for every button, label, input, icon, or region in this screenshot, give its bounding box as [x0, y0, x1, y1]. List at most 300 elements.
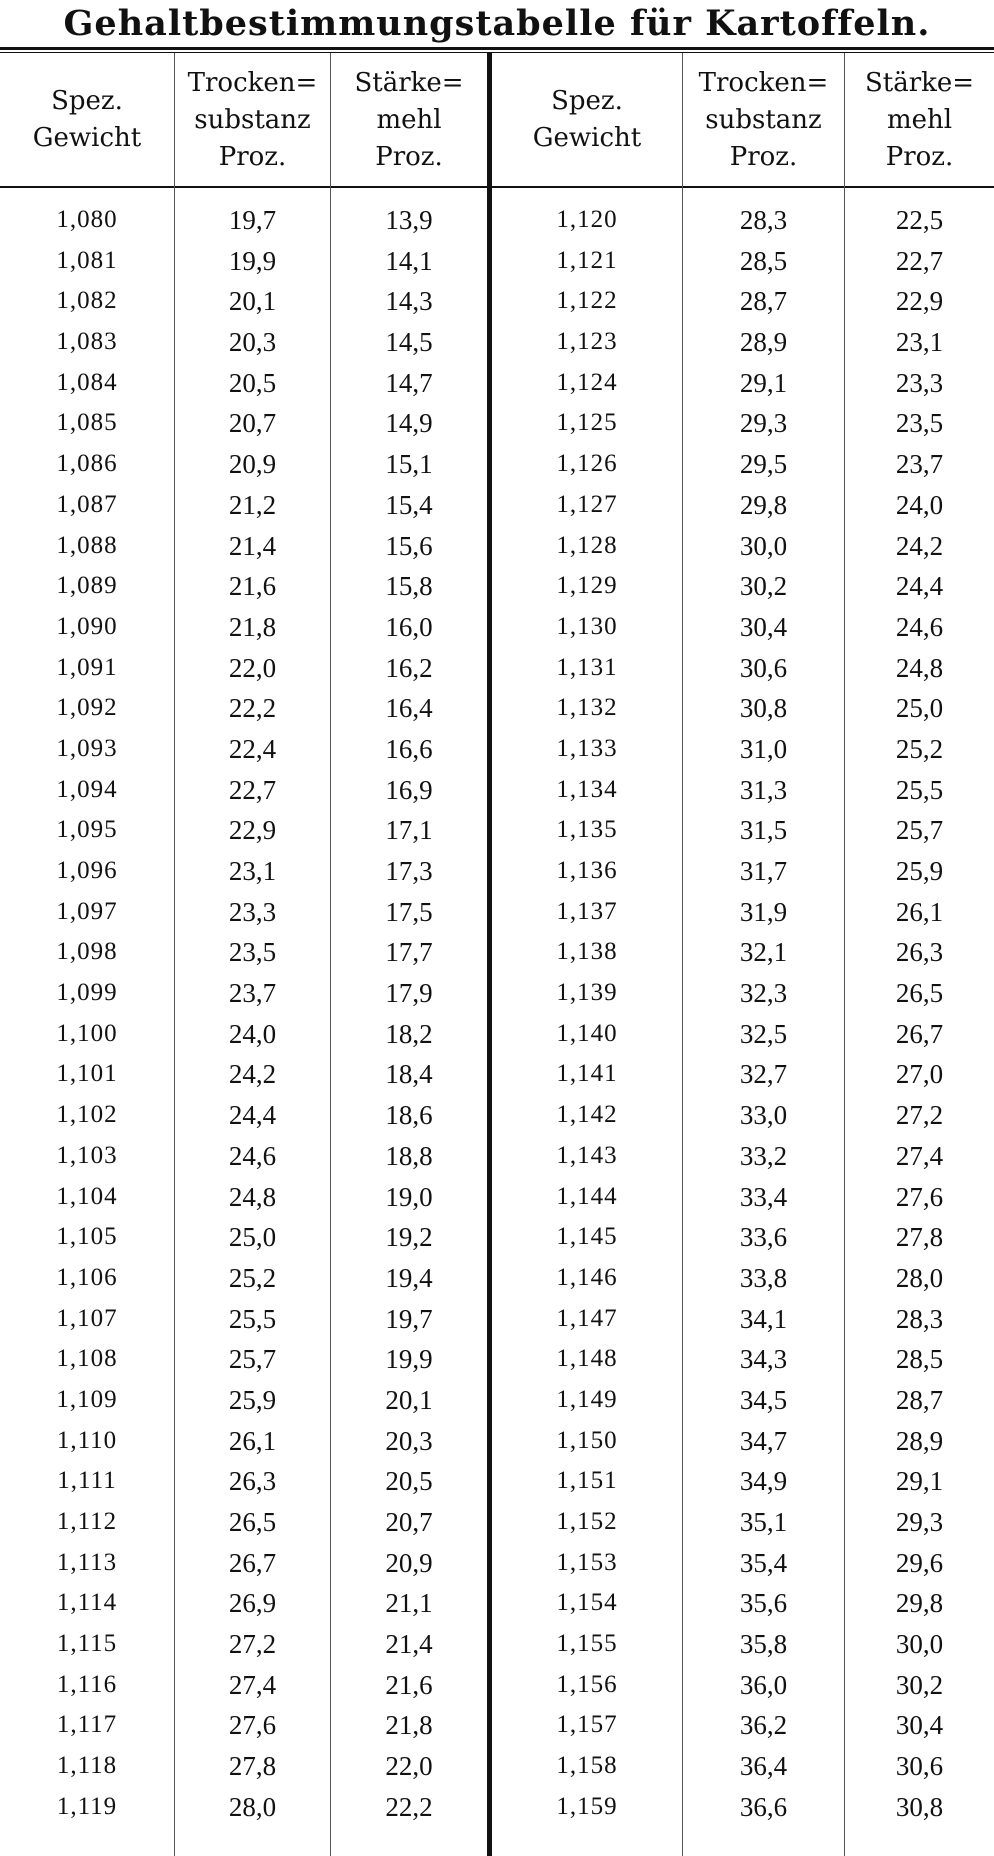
starch-cell: 22,7: [895, 245, 944, 276]
dry-matter-cell: 30,2: [739, 571, 788, 602]
table-row: [0, 1339, 994, 1380]
starch-cell: 16,9: [385, 774, 433, 805]
starch-cell: 25,9: [895, 856, 944, 886]
specific-gravity-cell: 1,147: [556, 1304, 618, 1332]
table-row: [0, 973, 994, 1014]
starch-cell: 29,8: [895, 1588, 944, 1619]
specific-gravity-cell: 1,083: [56, 328, 118, 356]
table-row: [0, 1136, 994, 1177]
starch-cell: 18,8: [385, 1140, 433, 1171]
dry-matter-cell: 19,7: [228, 205, 277, 235]
starch-cell: 19,0: [385, 1181, 433, 1212]
starch-cell: 30,8: [895, 1791, 944, 1822]
starch-cell: 26,5: [895, 978, 944, 1009]
table-row: [0, 1380, 994, 1421]
dry-matter-cell: 36,6: [739, 1791, 788, 1822]
dry-matter-cell: 32,5: [739, 1018, 788, 1049]
starch-cell: 17,3: [385, 856, 433, 886]
specific-gravity-cell: 1,099: [56, 979, 118, 1007]
starch-cell: 20,9: [385, 1547, 433, 1578]
starch-cell: 19,4: [385, 1262, 433, 1293]
specific-gravity-cell: 1,095: [56, 816, 118, 844]
specific-gravity-cell: 1,116: [56, 1670, 118, 1698]
specific-gravity-cell: 1,082: [56, 287, 118, 315]
table-row: [0, 648, 994, 689]
dry-matter-cell: 31,9: [739, 896, 788, 927]
specific-gravity-cell: 1,088: [56, 531, 118, 559]
table-row: [0, 729, 994, 770]
table-row: [0, 688, 994, 729]
table-row: [0, 892, 994, 933]
specific-gravity-cell: 1,126: [556, 450, 618, 478]
dry-matter-cell: 28,3: [739, 205, 788, 235]
dry-matter-cell: 20,9: [228, 449, 277, 480]
specific-gravity-cell: 1,100: [56, 1019, 118, 1047]
table-row: [0, 1217, 994, 1258]
dry-matter-cell: 20,1: [228, 286, 277, 317]
specific-gravity-cell: 1,155: [556, 1630, 618, 1658]
dry-matter-cell: 22,0: [228, 652, 277, 683]
dry-matter-cell: 32,3: [739, 978, 788, 1009]
dry-matter-cell: 21,6: [228, 571, 277, 602]
starch-cell: 14,9: [385, 408, 433, 439]
dry-matter-cell: 23,5: [228, 937, 277, 968]
table-row: [0, 932, 994, 973]
specific-gravity-cell: 1,090: [56, 612, 118, 640]
specific-gravity-cell: 1,129: [556, 572, 618, 600]
starch-cell: 15,6: [385, 530, 433, 561]
specific-gravity-cell: 1,098: [56, 938, 118, 966]
header-line: Stärke=: [864, 67, 975, 98]
starch-cell: 21,6: [385, 1669, 433, 1700]
starch-cell: 22,0: [385, 1751, 433, 1782]
specific-gravity-cell: 1,125: [556, 409, 618, 437]
starch-cell: 18,6: [385, 1100, 433, 1131]
dry-matter-cell: 33,8: [739, 1262, 788, 1293]
specific-gravity-cell: 1,153: [556, 1548, 618, 1576]
table-row: [0, 1705, 994, 1746]
starch-cell: 25,0: [895, 693, 944, 724]
specific-gravity-cell: 1,148: [556, 1345, 618, 1373]
starch-cell: 15,4: [385, 489, 433, 520]
dry-matter-cell: 30,6: [739, 652, 788, 683]
dry-matter-cell: 24,4: [228, 1100, 277, 1131]
starch-cell: 23,3: [895, 367, 944, 398]
dry-matter-cell: 30,0: [739, 530, 788, 561]
specific-gravity-cell: 1,150: [556, 1426, 618, 1454]
dry-matter-cell: 30,8: [739, 693, 788, 724]
header-starch: [331, 58, 487, 182]
dry-matter-cell: 26,5: [228, 1507, 277, 1537]
table-row: [0, 1461, 994, 1502]
specific-gravity-cell: 1,156: [556, 1670, 618, 1698]
starch-cell: 18,2: [385, 1018, 433, 1049]
starch-cell: 22,5: [895, 205, 944, 235]
dry-matter-cell: 23,3: [228, 896, 277, 927]
dry-matter-cell: 32,1: [739, 937, 788, 968]
dry-matter-cell: 29,8: [739, 489, 788, 520]
specific-gravity-cell: 1,110: [56, 1426, 118, 1454]
title-rule-thick: [0, 47, 994, 50]
starch-cell: 15,1: [385, 449, 433, 480]
starch-cell: 16,2: [385, 652, 433, 683]
specific-gravity-cell: 1,135: [556, 816, 618, 844]
dry-matter-cell: 21,8: [228, 611, 277, 642]
specific-gravity-cell: 1,146: [556, 1263, 618, 1291]
specific-gravity-cell: 1,131: [556, 653, 618, 681]
dry-matter-cell: 26,1: [228, 1425, 277, 1456]
specific-gravity-cell: 1,107: [56, 1304, 118, 1332]
starch-cell: 17,1: [385, 815, 433, 846]
table-row: [0, 1258, 994, 1299]
starch-cell: 14,1: [385, 245, 433, 276]
dry-matter-cell: 34,5: [739, 1384, 788, 1415]
starch-cell: 24,4: [895, 571, 944, 602]
header-line: Stärke=: [354, 67, 464, 98]
specific-gravity-cell: 1,143: [556, 1141, 618, 1169]
table-row: [0, 1746, 994, 1787]
specific-gravity-cell: 1,114: [56, 1589, 118, 1617]
specific-gravity-cell: 1,149: [556, 1385, 618, 1413]
dry-matter-cell: 27,8: [228, 1751, 277, 1782]
table-row: [0, 1624, 994, 1665]
dry-matter-cell: 26,7: [228, 1547, 277, 1578]
starch-cell: 19,7: [385, 1303, 433, 1334]
starch-cell: 27,4: [895, 1140, 944, 1171]
starch-cell: 29,6: [895, 1547, 944, 1578]
dry-matter-cell: 25,2: [228, 1262, 277, 1293]
starch-cell: 19,2: [385, 1222, 433, 1253]
specific-gravity-cell: 1,113: [56, 1548, 118, 1576]
dry-matter-cell: 35,1: [739, 1507, 788, 1537]
dry-matter-cell: 29,3: [739, 408, 788, 439]
dry-matter-cell: 36,4: [739, 1751, 788, 1782]
dry-matter-cell: 28,5: [739, 245, 788, 276]
starch-cell: 20,7: [385, 1507, 433, 1537]
header-line: substanz: [705, 104, 822, 135]
specific-gravity-cell: 1,096: [56, 857, 118, 884]
starch-cell: 21,8: [385, 1710, 433, 1741]
header-line: Proz.: [218, 141, 287, 172]
dry-matter-cell: 30,4: [739, 611, 788, 642]
starch-cell: 24,6: [895, 611, 944, 642]
dry-matter-cell: 23,1: [228, 856, 277, 886]
header-line: mehl: [886, 104, 953, 135]
starch-cell: 29,1: [895, 1466, 944, 1497]
dry-matter-cell: 24,8: [228, 1181, 277, 1212]
specific-gravity-cell: 1,140: [556, 1019, 618, 1047]
starch-cell: 20,3: [385, 1425, 433, 1456]
starch-cell: 30,4: [895, 1710, 944, 1741]
header-line: Proz.: [729, 141, 798, 172]
specific-gravity-cell: 1,081: [56, 246, 118, 274]
table-row: [0, 241, 994, 282]
header-starch: [845, 58, 994, 182]
specific-gravity-cell: 1,120: [556, 206, 618, 233]
dry-matter-cell: 28,9: [739, 327, 788, 358]
starch-cell: 27,2: [895, 1100, 944, 1131]
table-row: [0, 403, 994, 444]
specific-gravity-cell: 1,111: [57, 1467, 117, 1495]
specific-gravity-cell: 1,102: [56, 1101, 118, 1129]
specific-gravity-cell: 1,093: [56, 734, 118, 762]
specific-gravity-cell: 1,122: [556, 287, 618, 315]
specific-gravity-cell: 1,145: [556, 1223, 618, 1251]
table-row: [0, 810, 994, 851]
page-title: Gehaltbestimmungstabelle für Kartoffeln.: [63, 3, 931, 44]
starch-cell: 27,6: [895, 1181, 944, 1212]
table-row: [0, 1502, 994, 1543]
dry-matter-cell: 24,0: [228, 1018, 277, 1049]
starch-cell: 28,5: [895, 1344, 944, 1375]
starch-cell: 22,9: [895, 286, 944, 317]
starch-cell: 23,1: [895, 327, 944, 358]
starch-cell: 21,4: [385, 1629, 433, 1660]
dry-matter-cell: 35,6: [739, 1588, 788, 1619]
starch-cell: 27,8: [895, 1222, 944, 1253]
specific-gravity-cell: 1,094: [56, 775, 118, 803]
starch-cell: 27,0: [895, 1059, 944, 1090]
starch-cell: 13,9: [385, 205, 433, 235]
dry-matter-cell: 22,2: [228, 693, 277, 724]
starch-cell: 18,4: [385, 1059, 433, 1090]
starch-cell: 26,3: [895, 937, 944, 968]
table-row: [0, 607, 994, 648]
starch-cell: 14,7: [385, 367, 433, 398]
dry-matter-cell: 36,2: [739, 1710, 788, 1741]
dry-matter-cell: 32,7: [739, 1059, 788, 1090]
header-dry-matter: [683, 58, 844, 182]
table-row: [0, 566, 994, 607]
starch-cell: 28,3: [895, 1303, 944, 1334]
dry-matter-cell: 23,7: [228, 978, 277, 1009]
table-row: [0, 1095, 994, 1136]
table-row: [0, 1299, 994, 1340]
dry-matter-cell: 31,0: [739, 733, 788, 764]
starch-cell: 14,5: [385, 327, 433, 358]
dry-matter-cell: 36,0: [739, 1669, 788, 1700]
dry-matter-cell: 25,5: [228, 1303, 277, 1334]
table-row: [0, 444, 994, 485]
header-line: substanz: [194, 104, 311, 135]
starch-cell: 22,2: [385, 1791, 433, 1822]
header-line: Trocken=: [187, 67, 318, 98]
table-row: [0, 1543, 994, 1584]
dry-matter-cell: 24,6: [228, 1140, 277, 1171]
starch-cell: 16,4: [385, 693, 433, 724]
specific-gravity-cell: 1,105: [56, 1223, 118, 1251]
specific-gravity-cell: 1,132: [556, 694, 618, 722]
starch-cell: 14,3: [385, 286, 433, 317]
header-line: Gewicht: [532, 123, 642, 153]
specific-gravity-cell: 1,084: [56, 368, 118, 396]
header-specific-gravity: [0, 58, 174, 182]
dry-matter-cell: 22,7: [228, 774, 277, 805]
dry-matter-cell: 34,3: [739, 1344, 788, 1375]
starch-cell: 17,7: [385, 937, 433, 968]
specific-gravity-cell: 1,085: [56, 409, 118, 437]
starch-cell: 19,9: [385, 1344, 433, 1375]
dry-matter-cell: 29,1: [739, 367, 788, 398]
dry-matter-cell: 20,5: [228, 367, 277, 398]
header-line: Proz.: [375, 141, 443, 172]
dry-matter-cell: 25,9: [228, 1384, 277, 1415]
specific-gravity-cell: 1,103: [56, 1141, 118, 1169]
specific-gravity-cell: 1,139: [556, 979, 618, 1007]
starch-cell: 17,5: [385, 896, 433, 927]
starch-cell: 16,6: [385, 733, 433, 764]
table-row: [0, 1665, 994, 1706]
header-line: Trocken=: [698, 67, 829, 98]
specific-gravity-cell: 1,106: [56, 1263, 118, 1291]
specific-gravity-cell: 1,119: [56, 1792, 118, 1820]
specific-gravity-cell: 1,080: [56, 206, 118, 233]
specific-gravity-cell: 1,133: [556, 734, 618, 762]
specific-gravity-cell: 1,117: [56, 1711, 118, 1739]
specific-gravity-cell: 1,124: [556, 368, 618, 396]
specific-gravity-cell: 1,127: [556, 490, 618, 518]
specific-gravity-cell: 1,144: [556, 1182, 618, 1210]
specific-gravity-cell: 1,109: [56, 1385, 118, 1413]
specific-gravity-cell: 1,108: [56, 1345, 118, 1373]
specific-gravity-cell: 1,112: [56, 1508, 118, 1535]
specific-gravity-cell: 1,141: [556, 1060, 618, 1088]
table-row: [0, 1787, 994, 1828]
starch-cell: 20,5: [385, 1466, 433, 1497]
starch-cell: 28,9: [895, 1425, 944, 1456]
specific-gravity-cell: 1,158: [556, 1752, 618, 1780]
table-row: [0, 485, 994, 526]
dry-matter-cell: 19,9: [228, 245, 277, 276]
dry-matter-cell: 28,7: [739, 286, 788, 317]
specific-gravity-cell: 1,159: [556, 1792, 618, 1820]
header-line: Proz.: [885, 141, 954, 172]
specific-gravity-cell: 1,101: [56, 1060, 118, 1088]
dry-matter-cell: 33,2: [739, 1140, 788, 1171]
dry-matter-cell: 34,9: [739, 1466, 788, 1497]
dry-matter-cell: 24,2: [228, 1059, 277, 1090]
starch-cell: 17,9: [385, 978, 433, 1009]
table-row: [0, 1014, 994, 1055]
specific-gravity-cell: 1,152: [556, 1508, 618, 1535]
specific-gravity-cell: 1,097: [56, 897, 118, 925]
table-row: [0, 1177, 994, 1218]
dry-matter-cell: 25,7: [228, 1344, 277, 1375]
starch-cell: 25,2: [895, 733, 944, 764]
specific-gravity-cell: 1,118: [56, 1752, 118, 1780]
starch-cell: 24,8: [895, 652, 944, 683]
dry-matter-cell: 22,9: [228, 815, 277, 846]
table-row: [0, 770, 994, 811]
table-row: [0, 281, 994, 322]
header-specific-gravity: [492, 58, 682, 182]
header-line: mehl: [376, 104, 442, 135]
table-row: [0, 851, 994, 892]
dry-matter-cell: 33,4: [739, 1181, 788, 1212]
starch-cell: 28,0: [895, 1262, 944, 1293]
dry-matter-cell: 20,3: [228, 327, 277, 358]
header-line: Gewicht: [32, 123, 142, 153]
table-row: [0, 363, 994, 404]
specific-gravity-cell: 1,142: [556, 1101, 618, 1129]
dry-matter-cell: 21,2: [228, 489, 277, 520]
header-line: Spez.: [51, 86, 123, 116]
starch-cell: 15,8: [385, 571, 433, 602]
header-dry-matter: [175, 58, 330, 182]
specific-gravity-cell: 1,089: [56, 572, 118, 600]
dry-matter-cell: 21,4: [228, 530, 277, 561]
dry-matter-cell: 33,6: [739, 1222, 788, 1253]
specific-gravity-cell: 1,157: [556, 1711, 618, 1739]
dry-matter-cell: 31,7: [739, 856, 788, 886]
starch-cell: 16,0: [385, 611, 433, 642]
starch-cell: 23,5: [895, 408, 944, 439]
starch-cell: 25,7: [895, 815, 944, 846]
specific-gravity-cell: 1,121: [556, 246, 618, 274]
dry-matter-cell: 20,7: [228, 408, 277, 439]
dry-matter-cell: 34,1: [739, 1303, 788, 1334]
dry-matter-cell: 26,3: [228, 1466, 277, 1497]
dry-matter-cell: 27,6: [228, 1710, 277, 1741]
dry-matter-cell: 26,9: [228, 1588, 277, 1619]
starch-cell: 24,0: [895, 489, 944, 520]
starch-cell: 20,1: [385, 1384, 433, 1415]
dry-matter-cell: 35,8: [739, 1629, 788, 1660]
table-row: [0, 200, 994, 241]
starch-cell: 26,7: [895, 1018, 944, 1049]
dry-matter-cell: 27,2: [228, 1629, 277, 1660]
dry-matter-cell: 28,0: [228, 1791, 277, 1822]
dry-matter-cell: 27,4: [228, 1669, 277, 1700]
specific-gravity-cell: 1,123: [556, 328, 618, 356]
starch-cell: 30,0: [895, 1629, 944, 1660]
specific-gravity-cell: 1,138: [556, 938, 618, 966]
specific-gravity-cell: 1,136: [556, 857, 618, 884]
starch-cell: 28,7: [895, 1384, 944, 1415]
dry-matter-cell: 35,4: [739, 1547, 788, 1578]
specific-gravity-cell: 1,087: [56, 490, 118, 518]
dry-matter-cell: 33,0: [739, 1100, 788, 1131]
table-row: [0, 526, 994, 567]
starch-cell: 25,5: [895, 774, 944, 805]
dry-matter-cell: 31,3: [739, 774, 788, 805]
specific-gravity-cell: 1,130: [556, 612, 618, 640]
starch-cell: 21,1: [385, 1588, 433, 1619]
specific-gravity-cell: 1,091: [56, 653, 118, 681]
header-line: Spez.: [551, 86, 623, 116]
dry-matter-cell: 31,5: [739, 815, 788, 846]
table-row: [0, 1054, 994, 1095]
specific-gravity-cell: 1,115: [56, 1630, 118, 1658]
specific-gravity-cell: 1,154: [556, 1589, 618, 1617]
table-row: [0, 322, 994, 363]
starch-cell: 24,2: [895, 530, 944, 561]
specific-gravity-cell: 1,134: [556, 775, 618, 803]
dry-matter-cell: 22,4: [228, 733, 277, 764]
dry-matter-cell: 34,7: [739, 1425, 788, 1456]
dry-matter-cell: 25,0: [228, 1222, 277, 1253]
starch-cell: 30,2: [895, 1669, 944, 1700]
starch-cell: 29,3: [895, 1507, 944, 1537]
specific-gravity-cell: 1,092: [56, 694, 118, 722]
starch-cell: 26,1: [895, 896, 944, 927]
starch-cell: 23,7: [895, 449, 944, 480]
table-body: [0, 200, 994, 1828]
specific-gravity-cell: 1,137: [556, 897, 618, 925]
specific-gravity-cell: 1,104: [56, 1182, 118, 1210]
specific-gravity-cell: 1,128: [556, 531, 618, 559]
table-row: [0, 1583, 994, 1624]
